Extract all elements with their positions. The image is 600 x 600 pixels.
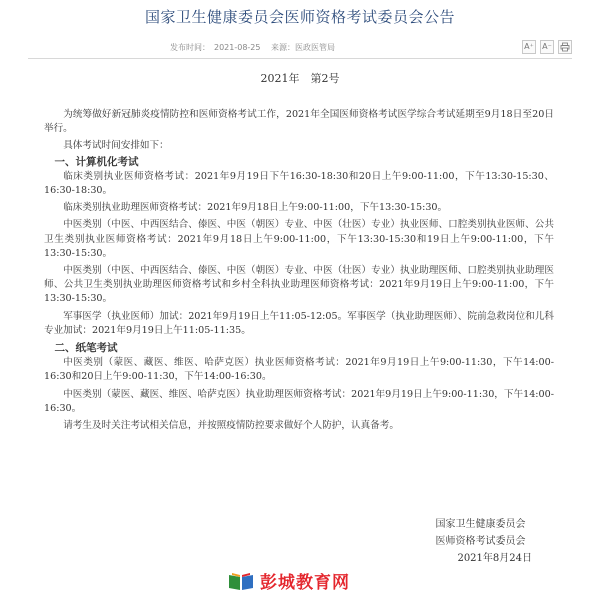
section-heading-computer: 一、计算机化考试 bbox=[54, 155, 139, 168]
paragraph-closing: 请考生及时关注考试相关信息，并按照疫情防控要求做好个人防护，认真备考。 bbox=[63, 420, 399, 432]
paragraph-ethnic-physician: 中医类别（蒙医、藏医、维医、哈萨克医）执业医师资格考试：2021年9月19日上午9:00-11:30，下午14:00-16:30和20日上午9:00-11:30，下午14:00-16:30。 bbox=[44, 357, 554, 383]
page-title: 国家卫生健康委员会医师资格考试委员会公告 bbox=[144, 8, 455, 26]
section-heading-paper: 二、纸笔考试 bbox=[54, 342, 118, 355]
paragraph-clinical-assistant: 临床类别执业助理医师资格考试：2021年9月18日上午9:00-11:00，下午13:30-15:30。 bbox=[63, 202, 448, 214]
paragraph-ethnic-assistant: 中医类别（蒙医、藏医、维医、哈萨克医）执业助理医师资格考试：2021年9月19日上午9:00-11:30，下午14:00-16:30。 bbox=[44, 388, 554, 414]
print-icon bbox=[560, 42, 570, 52]
watermark bbox=[228, 568, 350, 593]
signature-date: 2021年8月24日 bbox=[457, 553, 532, 564]
article-meta bbox=[170, 42, 343, 53]
book-logo-icon bbox=[228, 571, 254, 591]
source-label: 来源：医政医管局 bbox=[271, 43, 336, 52]
paragraph-tcm-physician: 中医类别（中医、中西医结合、傣医、中医（朝医）专业、中医（壮医）专业）执业医师、口腔类别执业医师、公共卫生类别执业医师资格考试：2021年9月18日上午9:00-11:00，下午13:30-15:30和19日上午9:00-11:00，下午13:30-15:30。 bbox=[44, 219, 554, 259]
print-button[interactable] bbox=[558, 40, 572, 54]
signature-block bbox=[435, 516, 532, 567]
publish-time: 发布时间： 2021-08-25 bbox=[170, 43, 261, 52]
paragraph-schedule-lead: 具体考试时间安排如下： bbox=[63, 140, 169, 152]
signature-org-2: 医师资格考试委员会 bbox=[435, 536, 526, 547]
header-divider bbox=[28, 58, 572, 59]
watermark-text: 彭城教育网 bbox=[260, 573, 350, 593]
paragraph-intro: 为统筹做好新冠肺炎疫情防控和医师资格考试工作，2021年全国医师资格考试医学综合考试延期至9月18日至20日举行。 bbox=[44, 109, 554, 135]
font-smaller-button[interactable]: A⁻ bbox=[540, 40, 554, 54]
paragraph-tcm-assistant: 中医类别（中医、中西医结合、傣医、中医（朝医）专业、中医（壮医）专业）执业助理医师、口腔类别执业助理医师、公共卫生类别执业助理医师资格考试和乡村全科执业助理医师资格考试：2021年9月19日上午9:00-11:00，下午13:30-15:30。 bbox=[44, 265, 554, 305]
paragraph-clinical-physician: 临床类别执业医师资格考试：2021年9月19日下午16:30-18:30和20日上午9:00-11:00，下午13:30-15:30、16:30-18:30。 bbox=[44, 170, 554, 197]
document-number: 2021年 第2号 bbox=[260, 72, 340, 85]
font-larger-button[interactable]: A⁺ bbox=[522, 40, 536, 54]
paragraph-military: 军事医学（执业医师）加试：2021年9月19日上午11:05-12:05。军事医学（执业助理医师）、院前急救岗位和儿科专业加试：2021年9月19日上午11:05-11:35。 bbox=[44, 310, 554, 336]
signature-org-1: 国家卫生健康委员会 bbox=[435, 519, 526, 530]
reading-tools bbox=[522, 40, 572, 54]
announcement-body bbox=[44, 108, 554, 436]
